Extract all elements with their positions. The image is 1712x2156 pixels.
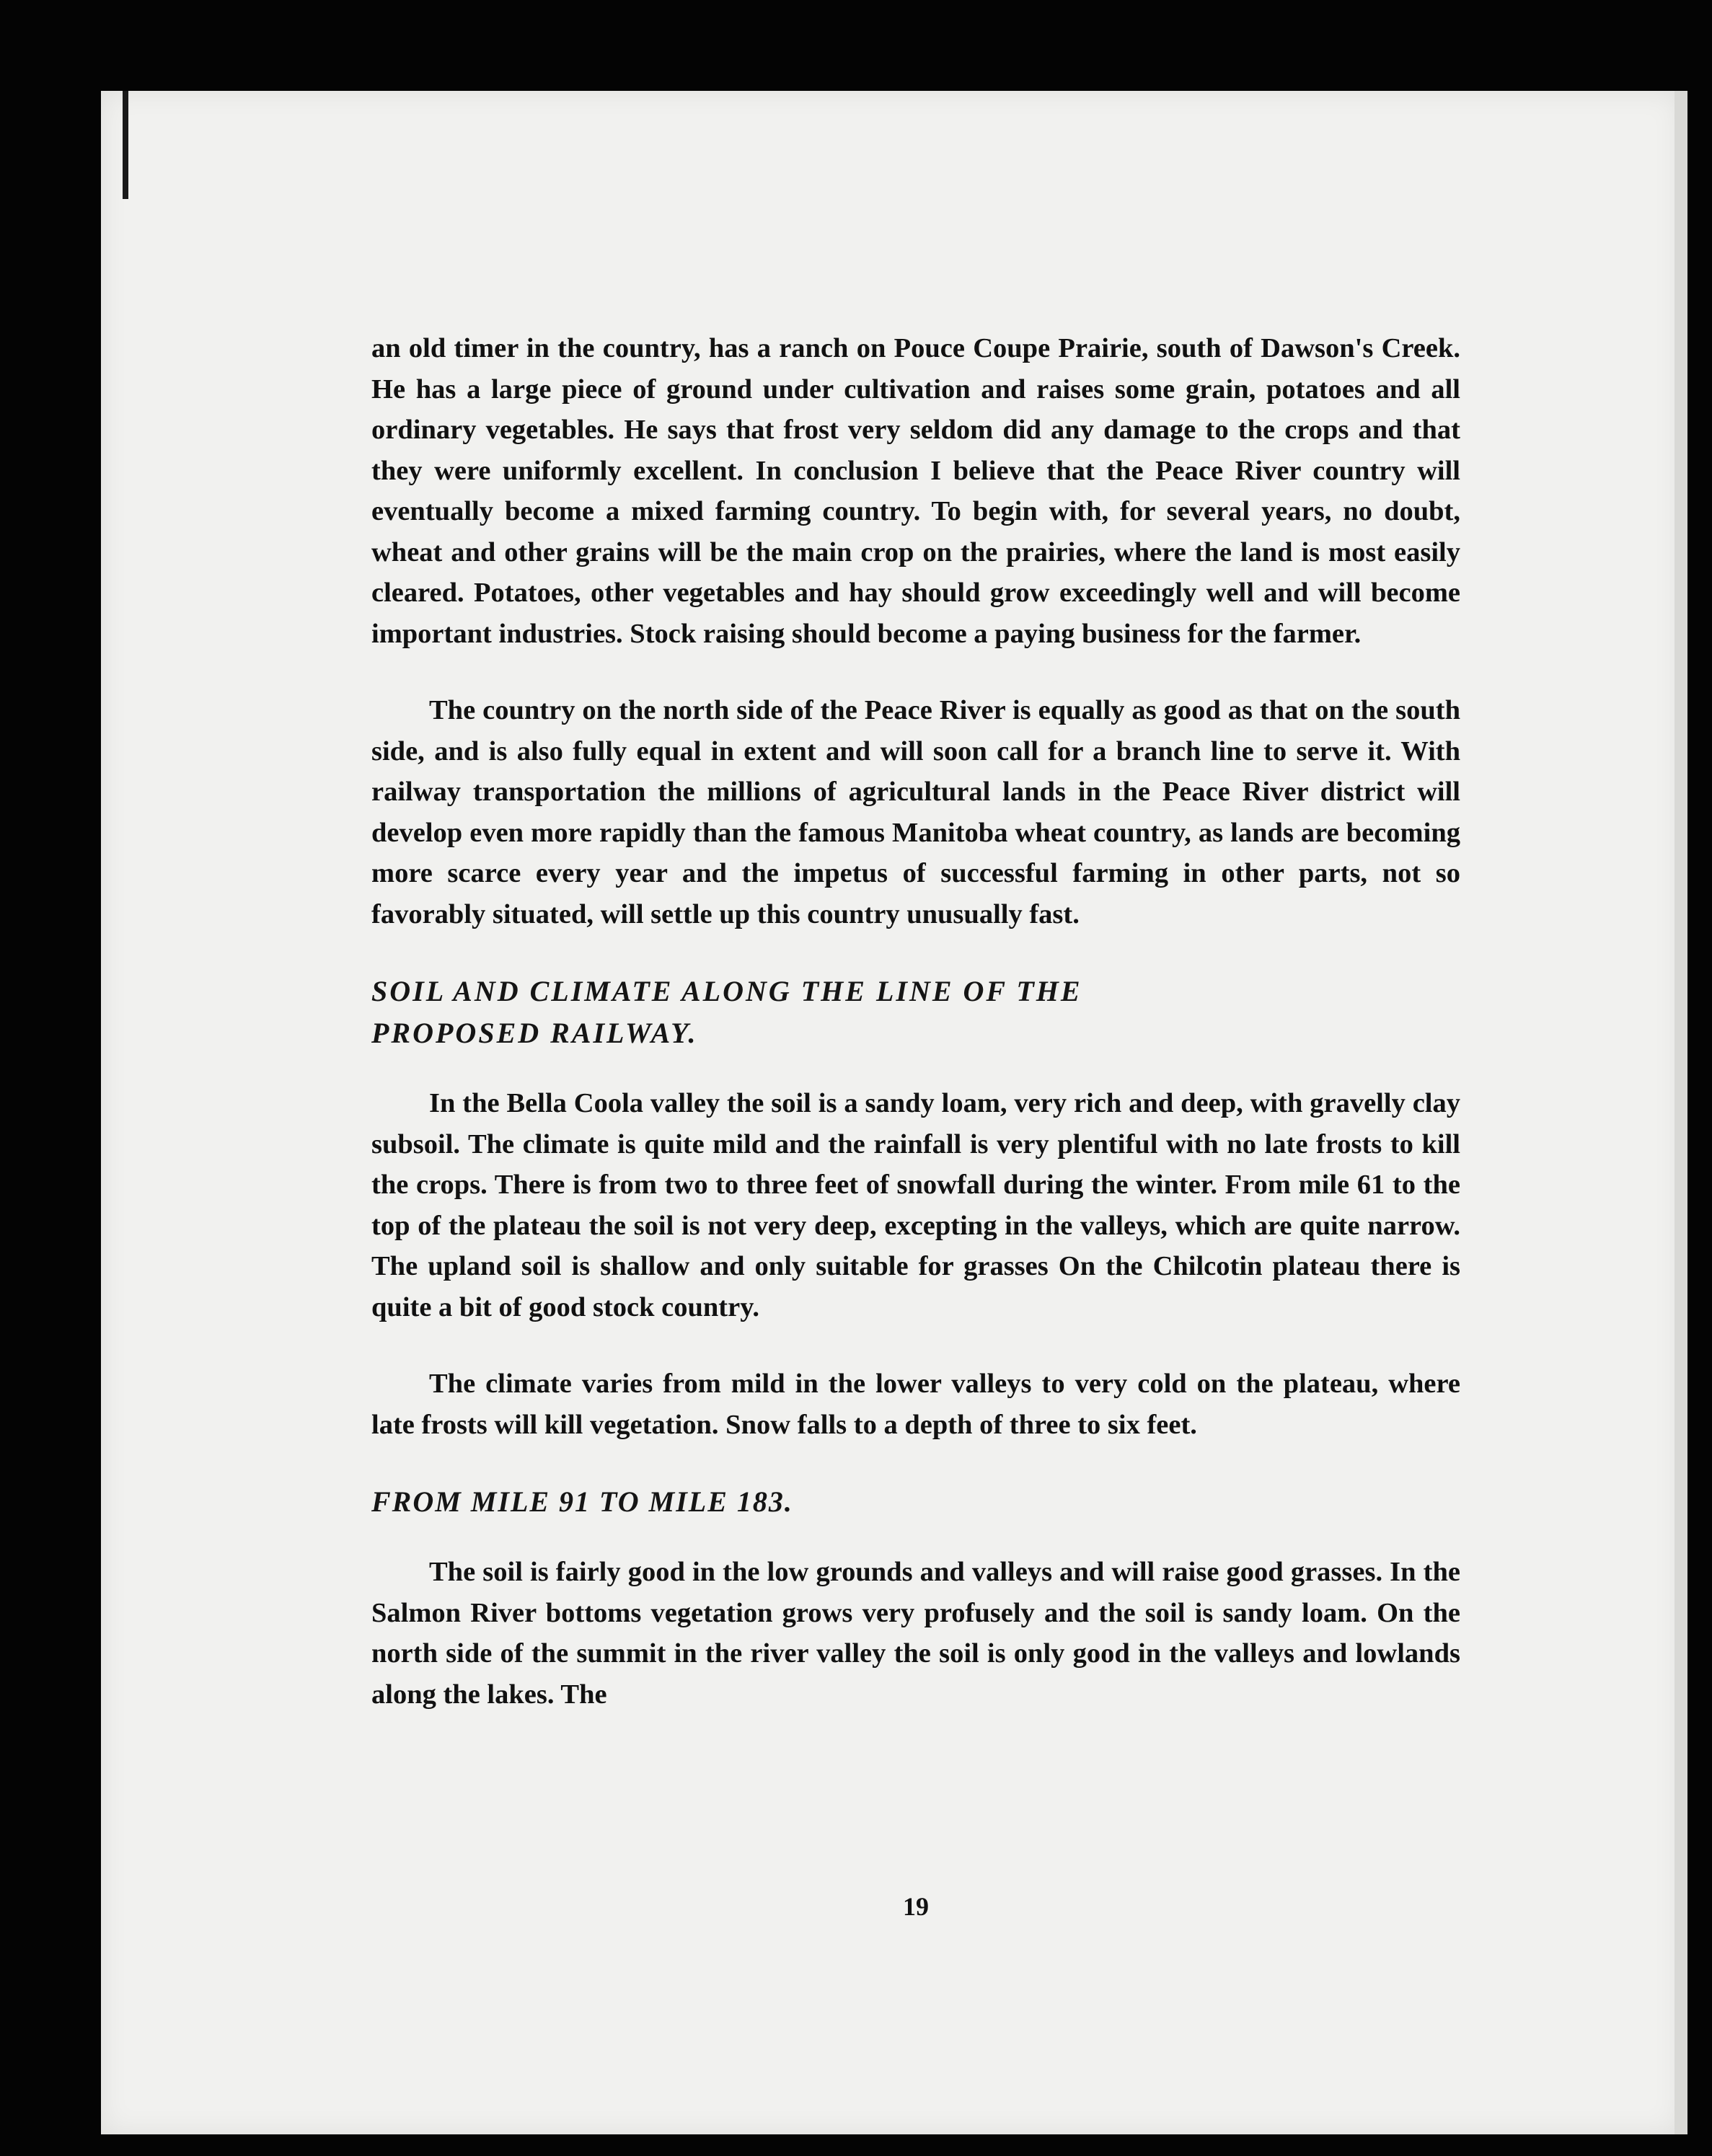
heading-soil-climate-line1: SOIL AND CLIMATE ALONG THE LINE OF THE [371, 975, 1082, 1007]
paragraph-climate: The climate varies from mild in the lower valleys to very cold on the plateau, where late frosts will kill vegetation. Snow falls to a depth of three to six feet. [371, 1369, 1460, 1440]
paragraph-bella-coola: In the Bella Coola valley the soil is a sandy loam, very rich and deep, with gravelly clay subsoil. The climate is quite mild and the rainfall is very plentiful with no late frosts to kill the crops. There is from two to three feet of snowfall during the winter. From mile 61 to the top of the plateau the soil is not very deep, excepting in the valleys, which are quite narrow. The upland soil is shallow and only suitable for grasses On the Chilcotin plateau there is quite a bit of good stock country. [371, 1088, 1460, 1322]
gutter-shadow [123, 91, 128, 199]
paragraph-salmon-river: The soil is fairly good in the low grounds and valleys and will raise good grasses. In the Salmon River bottoms vegetation grows very profusely and the soil is sandy loam. On the north side of the summit in the river valley the soil is only good in the valleys and lowlands along the lakes. The [371, 1557, 1460, 1710]
paragraph-ranch: an old timer in the country, has a ranch on Pouce Coupe Prairie, south of Dawson's Creek. He has a large piece of ground under cultivation and raises some grain, potatoes and all ordinary vegetables. He says that frost very seldom did any damage to the crops and that they were uniformly excellent. In conclusion I believe that the Peace River country will eventually become a mixed farming country. To begin with, for several years, no doubt, wheat and other grains will be the main crop on the prairies, where the land is most easily cleared. Potatoes, other vegetables and hay should grow exceedingly well and will become important industries. Stock raising should become a paying business for the farmer. [371, 333, 1460, 649]
heading-soil-climate-line2: PROPOSED RAILWAY. [371, 1017, 698, 1049]
page-number: 19 [903, 1892, 929, 1921]
heading-mile-91-183: FROM MILE 91 TO MILE 183. [371, 1485, 793, 1518]
heading-soil-climate [371, 971, 1460, 1054]
page-edge [1675, 91, 1687, 2134]
text-column [371, 328, 1460, 1921]
paragraph-north-side: The country on the north side of the Peace River is equally as good as that on the south side, and is also fully equal in extent and will soon call for a branch line to serve it. With railway transportation the millions of agricultural lands in the Peace River district will develop even more rapidly than the famous Manitoba wheat country, as lands are becoming more scarce every year and the impetus of successful farming in other parts, not so favorably situated, will settle up this country unusually fast. [371, 695, 1460, 929]
